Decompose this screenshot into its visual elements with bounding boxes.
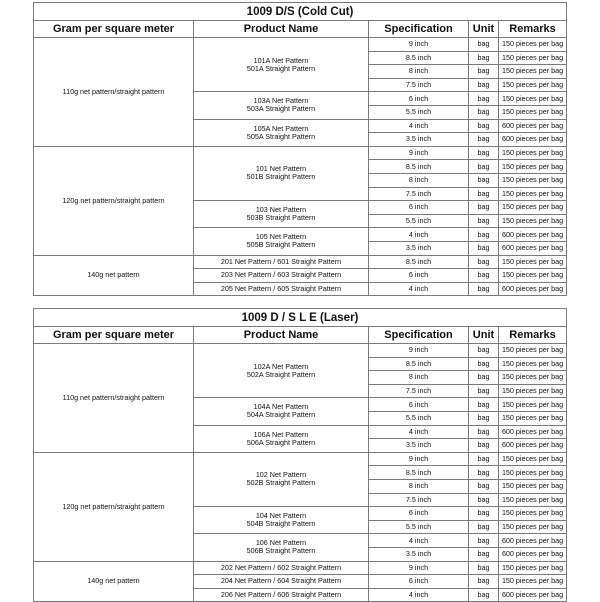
unit-cell: bag [469, 561, 499, 575]
remarks-cell: 150 pieces per bag [499, 160, 567, 174]
remarks-cell: 150 pieces per bag [499, 371, 567, 385]
unit-cell: bag [469, 466, 499, 480]
table-title: 1009 D / S L E (Laser) [34, 309, 567, 327]
unit-cell: bag [469, 241, 499, 255]
product-name-line: 501B Straight Pattern [246, 172, 316, 182]
product-name-line: 201 Net Pattern / 601 Straight Pattern [220, 256, 342, 266]
remarks-cell: 150 pieces per bag [499, 214, 567, 228]
spec-cell: 9 inch [369, 146, 469, 160]
product-name-line: 206 Net Pattern / 606 Straight Pattern [220, 589, 342, 599]
remarks-cell: 150 pieces per bag [499, 384, 567, 398]
unit-cell: bag [469, 411, 499, 425]
laser-table [33, 308, 567, 602]
remarks-cell: 600 pieces per bag [499, 119, 567, 133]
product-name-line: 106 Net Pattern [255, 538, 307, 548]
header-row [34, 21, 567, 38]
product-name-line: 504B Straight Pattern [246, 519, 316, 529]
unit-cell: bag [469, 51, 499, 65]
spec-cell: 8 inch [369, 479, 469, 493]
spec-cell: 8 inch [369, 173, 469, 187]
unit-cell: bag [469, 187, 499, 201]
product-cell [194, 201, 369, 228]
unit-cell: bag [469, 425, 499, 439]
remarks-cell: 150 pieces per bag [499, 173, 567, 187]
remarks-cell: 150 pieces per bag [499, 507, 567, 521]
unit-cell: bag [469, 92, 499, 106]
product-cell [194, 452, 369, 506]
spec-cell: 8.5 inch [369, 357, 469, 371]
remarks-cell: 150 pieces per bag [499, 575, 567, 589]
spec-cell: 6 inch [369, 269, 469, 283]
product-name-line: 102A Net Pattern [253, 361, 309, 371]
spec-cell: 5.5 inch [369, 214, 469, 228]
product-name-line: 506A Straight Pattern [246, 437, 316, 447]
product-cell [194, 398, 369, 425]
gram-cell: 140g net pattern [34, 561, 194, 602]
unit-cell: bag [469, 479, 499, 493]
remarks-cell: 150 pieces per bag [499, 479, 567, 493]
remarks-cell: 150 pieces per bag [499, 520, 567, 534]
title-row [34, 309, 567, 327]
remarks-cell: 600 pieces per bag [499, 439, 567, 453]
remarks-cell: 150 pieces per bag [499, 146, 567, 160]
unit-cell: bag [469, 228, 499, 242]
spec-cell: 4 inch [369, 588, 469, 602]
remarks-cell: 150 pieces per bag [499, 357, 567, 371]
spec-cell: 6 inch [369, 398, 469, 412]
spec-cell: 7.5 inch [369, 187, 469, 201]
spec-header: Specification [369, 327, 469, 344]
product-cell [194, 119, 369, 146]
remarks-header: Remarks [499, 21, 567, 38]
spec-cell: 4 inch [369, 228, 469, 242]
remarks-cell: 600 pieces per bag [499, 228, 567, 242]
product-name-line: 202 Net Pattern / 602 Straight Pattern [220, 562, 342, 572]
remarks-cell: 600 pieces per bag [499, 133, 567, 147]
remarks-cell: 150 pieces per bag [499, 38, 567, 52]
remarks-cell: 150 pieces per bag [499, 187, 567, 201]
gram-cell: 120g net pattern/straight pattern [34, 452, 194, 561]
product-cell [194, 575, 369, 589]
product-cell [194, 534, 369, 561]
unit-cell: bag [469, 439, 499, 453]
unit-cell: bag [469, 384, 499, 398]
product-cell [194, 425, 369, 452]
unit-cell: bag [469, 201, 499, 215]
unit-cell: bag [469, 160, 499, 174]
spec-cell: 7.5 inch [369, 78, 469, 92]
product-header: Product Name [194, 21, 369, 38]
remarks-cell: 150 pieces per bag [499, 65, 567, 79]
remarks-cell: 600 pieces per bag [499, 282, 567, 296]
product-cell [194, 561, 369, 575]
table-row [34, 452, 567, 466]
remarks-cell: 150 pieces per bag [499, 466, 567, 480]
unit-cell: bag [469, 534, 499, 548]
unit-cell: bag [469, 371, 499, 385]
spec-cell: 9 inch [369, 561, 469, 575]
table-row [34, 344, 567, 358]
unit-cell: bag [469, 173, 499, 187]
unit-cell: bag [469, 78, 499, 92]
unit-cell: bag [469, 38, 499, 52]
unit-cell: bag [469, 105, 499, 119]
gram-cell: 120g net pattern/straight pattern [34, 146, 194, 255]
product-name-line: 104 Net Pattern [255, 511, 307, 521]
gram-cell: 110g net pattern/straight pattern [34, 344, 194, 453]
product-cell [194, 255, 369, 269]
unit-cell: bag [469, 344, 499, 358]
unit-cell: bag [469, 507, 499, 521]
spec-cell: 4 inch [369, 282, 469, 296]
spec-cell: 3.5 inch [369, 547, 469, 561]
product-name-line: 506B Straight Pattern [246, 546, 316, 556]
remarks-cell: 600 pieces per bag [499, 534, 567, 548]
unit-cell: bag [469, 119, 499, 133]
title-row [34, 3, 567, 21]
spec-cell: 5.5 inch [369, 411, 469, 425]
product-name-line: 103 Net Pattern [255, 205, 307, 215]
product-name-line: 105 Net Pattern [255, 232, 307, 242]
remarks-cell: 150 pieces per bag [499, 493, 567, 507]
spec-cell: 3.5 inch [369, 133, 469, 147]
unit-header: Unit [469, 327, 499, 344]
unit-cell: bag [469, 588, 499, 602]
product-cell [194, 146, 369, 200]
product-name-line: 505A Straight Pattern [246, 131, 316, 141]
product-name-line: 205 Net Pattern / 605 Straight Pattern [220, 283, 342, 293]
spec-cell: 4 inch [369, 425, 469, 439]
product-name-line: 203 Net Pattern / 603 Straight Pattern [220, 270, 342, 280]
table-row [34, 146, 567, 160]
spec-cell: 6 inch [369, 575, 469, 589]
spec-cell: 4 inch [369, 534, 469, 548]
remarks-cell: 150 pieces per bag [499, 411, 567, 425]
remarks-cell: 150 pieces per bag [499, 255, 567, 269]
product-name-line: 101A Net Pattern [253, 55, 309, 65]
spec-cell: 9 inch [369, 344, 469, 358]
remarks-cell: 150 pieces per bag [499, 269, 567, 283]
unit-cell: bag [469, 214, 499, 228]
product-name-line: 105A Net Pattern [253, 123, 309, 133]
product-cell [194, 344, 369, 398]
product-cell [194, 507, 369, 534]
unit-cell: bag [469, 493, 499, 507]
remarks-cell: 600 pieces per bag [499, 241, 567, 255]
table-row [34, 38, 567, 52]
spec-cell: 9 inch [369, 38, 469, 52]
product-cell [194, 269, 369, 283]
product-cell [194, 228, 369, 255]
remarks-cell: 600 pieces per bag [499, 588, 567, 602]
spec-header: Specification [369, 21, 469, 38]
product-header: Product Name [194, 327, 369, 344]
product-name-line: 106A Net Pattern [253, 429, 309, 439]
remarks-cell: 150 pieces per bag [499, 201, 567, 215]
gram-cell: 110g net pattern/straight pattern [34, 38, 194, 147]
product-name-line: 101 Net Pattern [255, 164, 307, 174]
table-row [34, 561, 567, 575]
unit-cell: bag [469, 357, 499, 371]
cold-cut-table [33, 2, 567, 296]
unit-cell: bag [469, 282, 499, 296]
unit-cell: bag [469, 520, 499, 534]
spec-cell: 3.5 inch [369, 439, 469, 453]
product-name-line: 505B Straight Pattern [246, 240, 316, 250]
unit-cell: bag [469, 452, 499, 466]
remarks-cell: 150 pieces per bag [499, 452, 567, 466]
remarks-cell: 150 pieces per bag [499, 398, 567, 412]
spec-cell: 8.5 inch [369, 160, 469, 174]
remarks-cell: 150 pieces per bag [499, 51, 567, 65]
spec-cell: 8 inch [369, 371, 469, 385]
product-cell [194, 282, 369, 296]
spec-cell: 4 inch [369, 119, 469, 133]
gram-cell: 140g net pattern [34, 255, 194, 296]
table-row [34, 255, 567, 269]
unit-cell: bag [469, 398, 499, 412]
product-name-line: 501A Straight Pattern [246, 63, 316, 73]
spec-cell: 3.5 inch [369, 241, 469, 255]
unit-cell: bag [469, 547, 499, 561]
product-name-line: 502B Straight Pattern [246, 478, 316, 488]
product-name-line: 503A Straight Pattern [246, 104, 316, 114]
gram-header: Gram per square meter [34, 21, 194, 38]
spec-cell: 8 inch [369, 65, 469, 79]
remarks-cell: 150 pieces per bag [499, 344, 567, 358]
product-cell [194, 38, 369, 92]
product-name-line: 503B Straight Pattern [246, 213, 316, 223]
unit-cell: bag [469, 133, 499, 147]
product-cell [194, 92, 369, 119]
product-name-line: 204 Net Pattern / 604 Straight Pattern [220, 576, 342, 586]
spec-cell: 5.5 inch [369, 520, 469, 534]
unit-header: Unit [469, 21, 499, 38]
unit-cell: bag [469, 146, 499, 160]
product-name-line: 502A Straight Pattern [246, 369, 316, 379]
product-name-line: 102 Net Pattern [255, 470, 307, 480]
unit-cell: bag [469, 269, 499, 283]
product-name-line: 104A Net Pattern [253, 402, 309, 412]
spec-cell: 8.5 inch [369, 255, 469, 269]
spec-cell: 7.5 inch [369, 384, 469, 398]
gram-header: Gram per square meter [34, 327, 194, 344]
remarks-cell: 600 pieces per bag [499, 547, 567, 561]
unit-cell: bag [469, 65, 499, 79]
remarks-cell: 150 pieces per bag [499, 92, 567, 106]
remarks-header: Remarks [499, 327, 567, 344]
spec-cell: 8.5 inch [369, 466, 469, 480]
spec-cell: 6 inch [369, 201, 469, 215]
product-name-line: 103A Net Pattern [253, 96, 309, 106]
header-row [34, 327, 567, 344]
product-name-line: 504A Straight Pattern [246, 410, 316, 420]
remarks-cell: 600 pieces per bag [499, 425, 567, 439]
remarks-cell: 150 pieces per bag [499, 78, 567, 92]
remarks-cell: 150 pieces per bag [499, 561, 567, 575]
spec-cell: 6 inch [369, 507, 469, 521]
spec-cell: 5.5 inch [369, 105, 469, 119]
table-title: 1009 D/S (Cold Cut) [34, 3, 567, 21]
spec-cell: 9 inch [369, 452, 469, 466]
unit-cell: bag [469, 255, 499, 269]
unit-cell: bag [469, 575, 499, 589]
spec-cell: 8.5 inch [369, 51, 469, 65]
spec-cell: 6 inch [369, 92, 469, 106]
spec-cell: 7.5 inch [369, 493, 469, 507]
remarks-cell: 150 pieces per bag [499, 105, 567, 119]
